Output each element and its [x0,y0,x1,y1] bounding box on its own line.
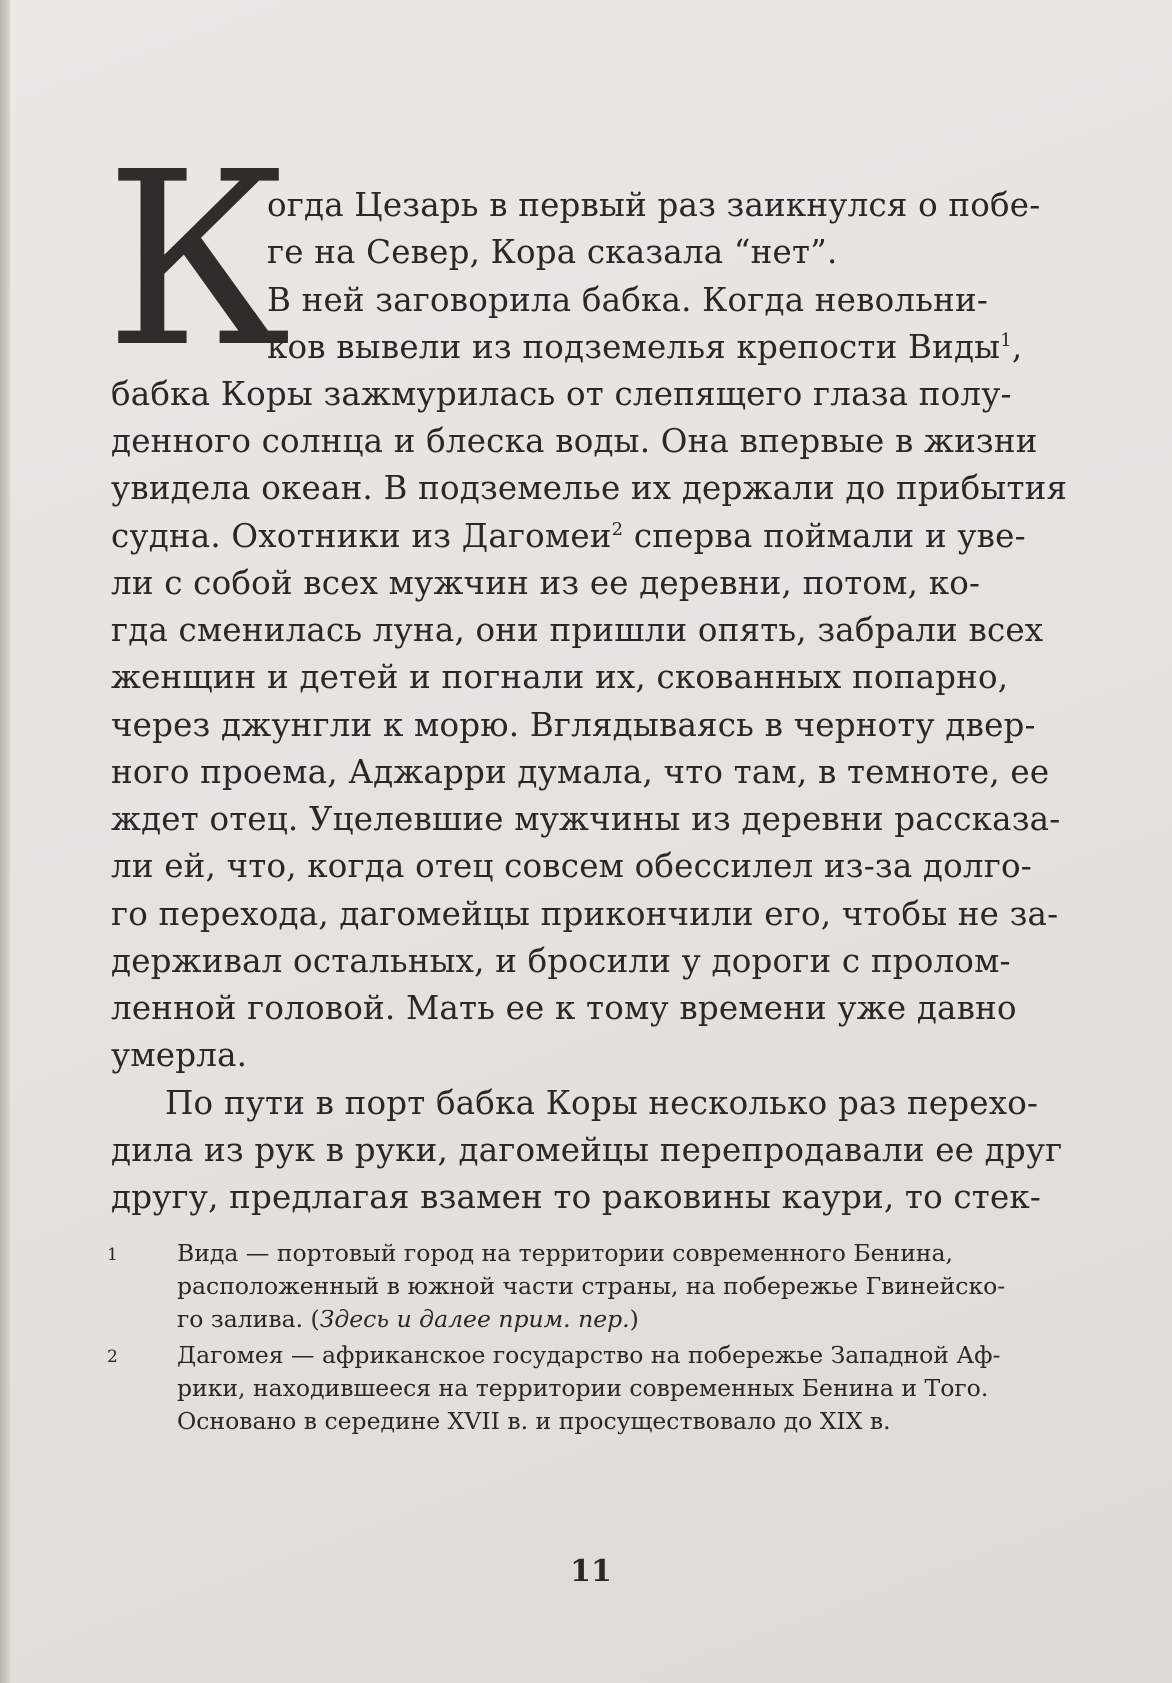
text-segment: судна. Охотники из Дагомеи [111,517,612,555]
footnote-number: 1 [107,1245,118,1265]
footnote-line: расположенный в южной части страны, на побережье Гвинейско- [177,1272,1006,1300]
footnote-segment: ) [629,1305,639,1333]
text-line: дила из рук в руки, дагомейцы перепродавали ее друг [111,1131,1063,1169]
footnote-line: Основано в середине XVII в. и просуществовало до XIX в. [177,1407,891,1435]
footnote-number: 2 [107,1347,118,1367]
text-line: увидела океан. В подземелье их держали до прибытия [111,469,1068,507]
footnote-ref-2[interactable]: 2 [611,519,624,540]
text-line: женщин и детей и погнали их, скованных попарно, [111,658,1009,696]
footnote-line: Дагомея — африканское государство на побережье Западной Аф- [177,1341,1001,1369]
text-line: ли ей, что, когда отец совсем обессилел из-за долго- [111,847,1032,885]
text-line: умерла. [111,1036,248,1074]
text-line: ге на Север, Кора сказала “нет”. [267,233,838,271]
text-line: держивал остальных, и бросили у дороги с пролом- [111,942,1011,980]
text-line: ли с собой всех мужчин из ее деревни, потом, ко- [111,564,981,602]
footnote-line: рики, находившееся на территории современных Бенина и Того. [177,1374,989,1402]
text-line: ков вывели из подземелья крепости Виды$^1$, [267,328,1023,366]
footnote-line: Вида — портовый город на территории современного Бенина, [177,1239,954,1267]
text-line: другу, предлагая взамен то раковины каури, то стек- [111,1178,1042,1216]
text-line: ленной головой. Мать ее к тому времени уже давно [111,989,1017,1027]
text-line: бабка Коры зажмурилась от слепящего глаза полу- [111,375,1012,413]
text-line: В ней заговорила бабка. Когда невольни- [267,281,989,319]
footnote-italic: Здесь и далее прим. пер. [319,1305,630,1333]
text-line: огда Цезарь в первый раз заикнулся о побе- [267,186,1041,224]
text-line: По пути в порт бабка Коры несколько раз перехо- [165,1084,1039,1122]
text-line: гда сменилась луна, они пришли опять, забрали всех [111,611,1044,649]
text-line [111,517,1026,555]
book-page [10,0,1172,1683]
text-segment: сперва поймали и уве- [633,517,1026,555]
footnote-line [177,1305,639,1333]
page-number: 11 [570,1554,612,1589]
text-line: ждет отец. Уцелевшие мужчины из деревни рассказа- [111,800,1061,838]
text-line: денного солнца и блеска воды. Она впервые в жизни [111,422,1038,460]
page-edge [0,0,10,1683]
text-line: через джунгли к морю. Вглядываясь в черноту двер- [111,706,1036,744]
footnote-segment: го залива. ( [177,1305,320,1333]
footnote-ref-1[interactable]: 1 [1000,330,1012,351]
text-line: го перехода, дагомейцы прикончили его, чтобы не за- [111,895,1059,933]
text-segment: ков вывели из подземелья крепости Виды [267,328,1001,366]
text-line: ного проема, Аджарри думала, что там, в темноте, ее [111,753,1050,791]
drop-cap: К [105,120,291,400]
